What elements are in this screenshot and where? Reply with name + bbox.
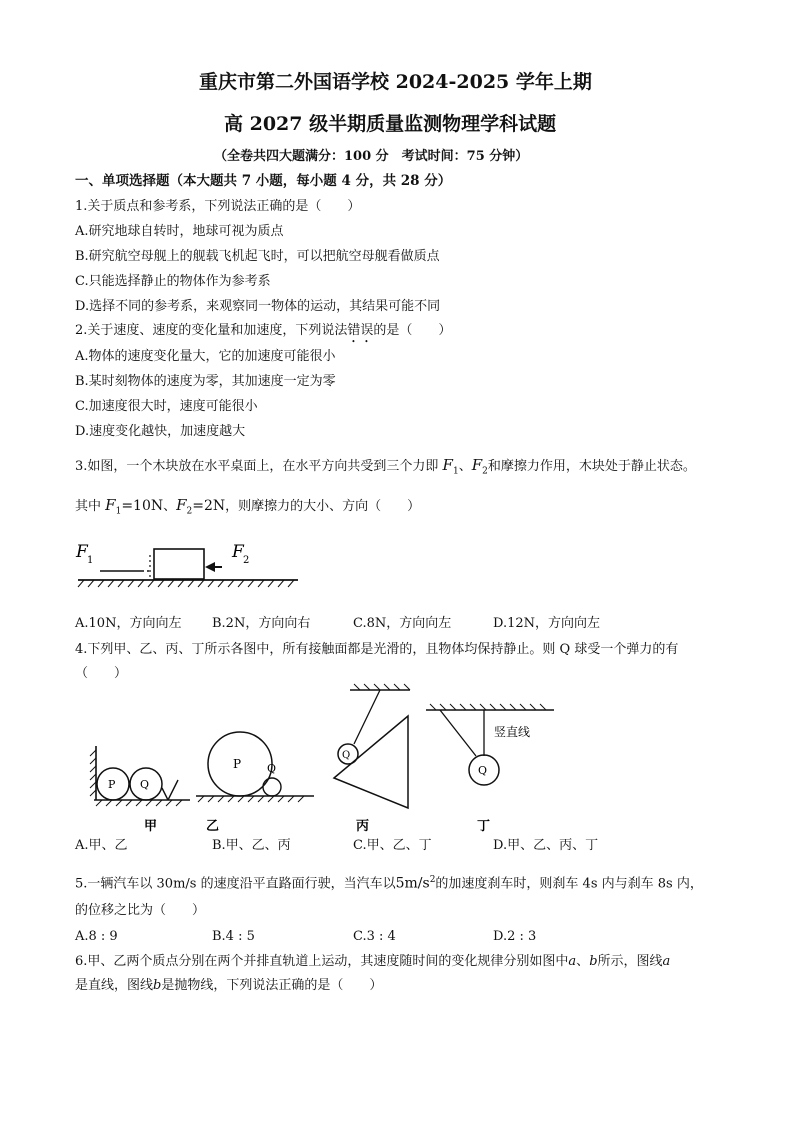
force-f1-eq-subscript: 1 bbox=[115, 506, 122, 517]
question-2-stem-part-2: 的是（ ） bbox=[373, 323, 452, 338]
yi-label-p: P bbox=[233, 757, 242, 771]
caption-yi: 乙 bbox=[206, 819, 220, 834]
question-2-stem bbox=[75, 323, 451, 346]
question-5-option-a: A.8 : 9 bbox=[75, 929, 118, 944]
force-f2-symbol: F bbox=[471, 456, 483, 474]
force-f1-eq-symbol: F bbox=[105, 496, 116, 514]
question-5-option-c: C.3 : 4 bbox=[353, 929, 396, 944]
question-4-option-c: C.甲、乙、丁 bbox=[353, 838, 432, 853]
question-2-option-a: A.物体的速度变化量大，它的加速度可能很小 bbox=[75, 349, 336, 364]
question-6-var-a: a bbox=[568, 954, 577, 969]
question-4-option-b: B.甲、乙、丙 bbox=[212, 838, 291, 853]
question-6-stem-line-2 bbox=[75, 978, 382, 994]
question-3-option-d: D.12N，方向向左 bbox=[493, 616, 601, 631]
question-5-option-d: D.2 : 3 bbox=[493, 929, 537, 944]
question-6-var-b-2: b bbox=[153, 978, 162, 993]
table-hatching bbox=[78, 580, 294, 587]
bing-label-q: Q bbox=[342, 750, 351, 761]
question-2-option-d: D.速度变化越快，加速度越大 bbox=[75, 424, 246, 439]
question-1-stem: 1.关于质点和参考系，下列说法正确的是（ ） bbox=[75, 199, 361, 214]
ding-vertical-line-label: 竖直线 bbox=[494, 725, 531, 739]
question-6-var-a-2: a bbox=[662, 954, 671, 969]
question-4-stem-line-1: 4.下列甲、乙、丙、丁所示各图中，所有接触面都是光滑的，且物体均保持静止。则 Q 球受一个弹力的有 bbox=[75, 642, 679, 657]
question-4-option-d: D.甲、乙、丙、丁 bbox=[493, 838, 599, 853]
wood-block bbox=[154, 549, 204, 579]
figure-jia bbox=[90, 746, 190, 834]
question-5-text-b: 的加速度刹车时，则刹车 4s 内与刹车 8s 内， bbox=[435, 876, 703, 892]
force-f1-subscript: 1 bbox=[452, 466, 459, 477]
question-4-stem-line-2: （ ） bbox=[75, 666, 128, 681]
figure-f1-label: F bbox=[76, 542, 88, 562]
force-f2-eq-symbol: F bbox=[176, 496, 187, 514]
question-5-option-b: B.4 : 5 bbox=[212, 929, 255, 944]
caption-jia: 甲 bbox=[144, 819, 158, 834]
question-3-text-c: 其中 bbox=[75, 499, 102, 514]
force-f2-eq-value: =2N bbox=[192, 498, 226, 514]
exam-title-line-2: 高 2027 级半期质量监测物理学科试题 bbox=[224, 113, 557, 135]
yi-ball-q bbox=[263, 778, 281, 796]
question-6-text-a: 6.甲、乙两个质点分别在两个并排直轨道上运动，其速度随时间的变化规律分别如图中 bbox=[75, 954, 569, 969]
bing-incline bbox=[334, 716, 408, 808]
figure-yi bbox=[196, 732, 314, 834]
jia-wall-hatching bbox=[90, 750, 96, 796]
question-6-stem-line-1 bbox=[75, 954, 670, 970]
acceleration-exponent: 2 bbox=[429, 875, 436, 885]
jia-tilted-plate bbox=[168, 780, 178, 800]
yi-label-q: Q bbox=[267, 762, 277, 775]
acceleration-value: 5m/s bbox=[395, 875, 430, 892]
question-3-text-a: 3.如图，一个木块放在水平桌面上，在水平方向共受到三个力即 bbox=[75, 459, 439, 474]
question-2-option-b: B.某时刻物体的速度为零，其加速度一定为零 bbox=[75, 374, 336, 389]
caption-bing: 丙 bbox=[356, 819, 370, 834]
question-1-option-d: D.选择不同的参考系，来观察同一物体的运动，其结果可能不同 bbox=[75, 299, 441, 314]
question-3-stem-line-1 bbox=[75, 457, 696, 480]
force-f2-arrow-head bbox=[205, 562, 215, 572]
bing-string bbox=[354, 690, 380, 744]
question-3-separator-2: 、 bbox=[163, 499, 177, 514]
figure-f2-subscript: 2 bbox=[243, 555, 250, 566]
question-3-text-d: ，则摩擦力的大小、方向（ ） bbox=[225, 499, 421, 514]
question-6-var-b: b bbox=[589, 954, 598, 969]
jia-ground-hatching bbox=[96, 800, 182, 806]
question-6-separator: 、 bbox=[576, 954, 590, 969]
question-3-option-a: A.10N，方向向左 bbox=[75, 616, 182, 631]
question-1-option-b: B.研究航空母舰上的舰载飞机起飞时，可以把航空母舰看做质点 bbox=[75, 249, 440, 264]
question-3-stem-line-2 bbox=[75, 497, 420, 520]
force-f2-subscript: 2 bbox=[482, 466, 488, 477]
question-2-emphasis: 错误 bbox=[347, 323, 374, 338]
figure-f2-label: F bbox=[232, 542, 244, 562]
figure-f1-subscript: 1 bbox=[87, 555, 94, 566]
question-4-figure bbox=[80, 684, 640, 834]
ding-label-q: Q bbox=[478, 764, 488, 777]
caption-ding: 丁 bbox=[477, 819, 491, 834]
question-6-text-b: 所示，图线 bbox=[597, 954, 663, 969]
exam-info: （全卷共四大题满分：100 分 考试时间：75 分钟） bbox=[214, 149, 529, 164]
figure-ding bbox=[426, 704, 554, 834]
force-f1-eq-value: =10N bbox=[121, 498, 164, 514]
jia-plate-bracket bbox=[162, 788, 168, 800]
exam-title-line-1: 重庆市第二外国语学校 2024-2025 学年上期 bbox=[199, 71, 592, 93]
question-6-text-c: 是直线，图线 bbox=[75, 978, 154, 993]
figure-bing bbox=[334, 684, 410, 834]
yi-ground-hatching bbox=[198, 796, 304, 802]
question-2-option-c: C.加速度很大时，速度可能很小 bbox=[75, 399, 258, 414]
ding-ceiling-hatching bbox=[430, 704, 546, 710]
question-3-option-c: C.8N，方向向左 bbox=[353, 616, 452, 631]
question-5-stem-line-1 bbox=[75, 872, 703, 892]
force-f1-symbol: F bbox=[442, 456, 453, 474]
question-6-text-d: 是抛物线，下列说法正确的是（ ） bbox=[161, 978, 383, 993]
section-1-title: 一、单项选择题（本大题共 7 小题，每小题 4 分，共 28 分） bbox=[75, 173, 452, 189]
force-f2-eq-subscript: 2 bbox=[186, 506, 193, 517]
ding-slanted-string bbox=[440, 710, 476, 756]
question-3-option-b: B.2N，方向向右 bbox=[212, 616, 311, 631]
question-5-text-a: 5.一辆汽车以 30m/s 的速度沿平直路面行驶，当汽车以 bbox=[75, 876, 396, 892]
question-2-stem-part-1: 2.关于速度、速度的变化量和加速度，下列说法 bbox=[75, 323, 348, 338]
question-3-figure bbox=[70, 535, 310, 595]
jia-label-p: P bbox=[108, 778, 116, 791]
bing-ceiling-hatching bbox=[354, 684, 410, 690]
jia-label-q: Q bbox=[140, 778, 150, 791]
question-4-option-a: A.甲、乙 bbox=[75, 838, 128, 853]
question-5-stem-line-2: 的位移之比为（ ） bbox=[75, 903, 206, 918]
question-1-option-a: A.研究地球自转时，地球可视为质点 bbox=[75, 224, 284, 239]
question-3-separator: 、 bbox=[458, 459, 472, 474]
question-1-option-c: C.只能选择静止的物体作为参考系 bbox=[75, 274, 271, 289]
question-3-text-b: 和摩擦力作用，木块处于静止状态。 bbox=[487, 459, 696, 474]
